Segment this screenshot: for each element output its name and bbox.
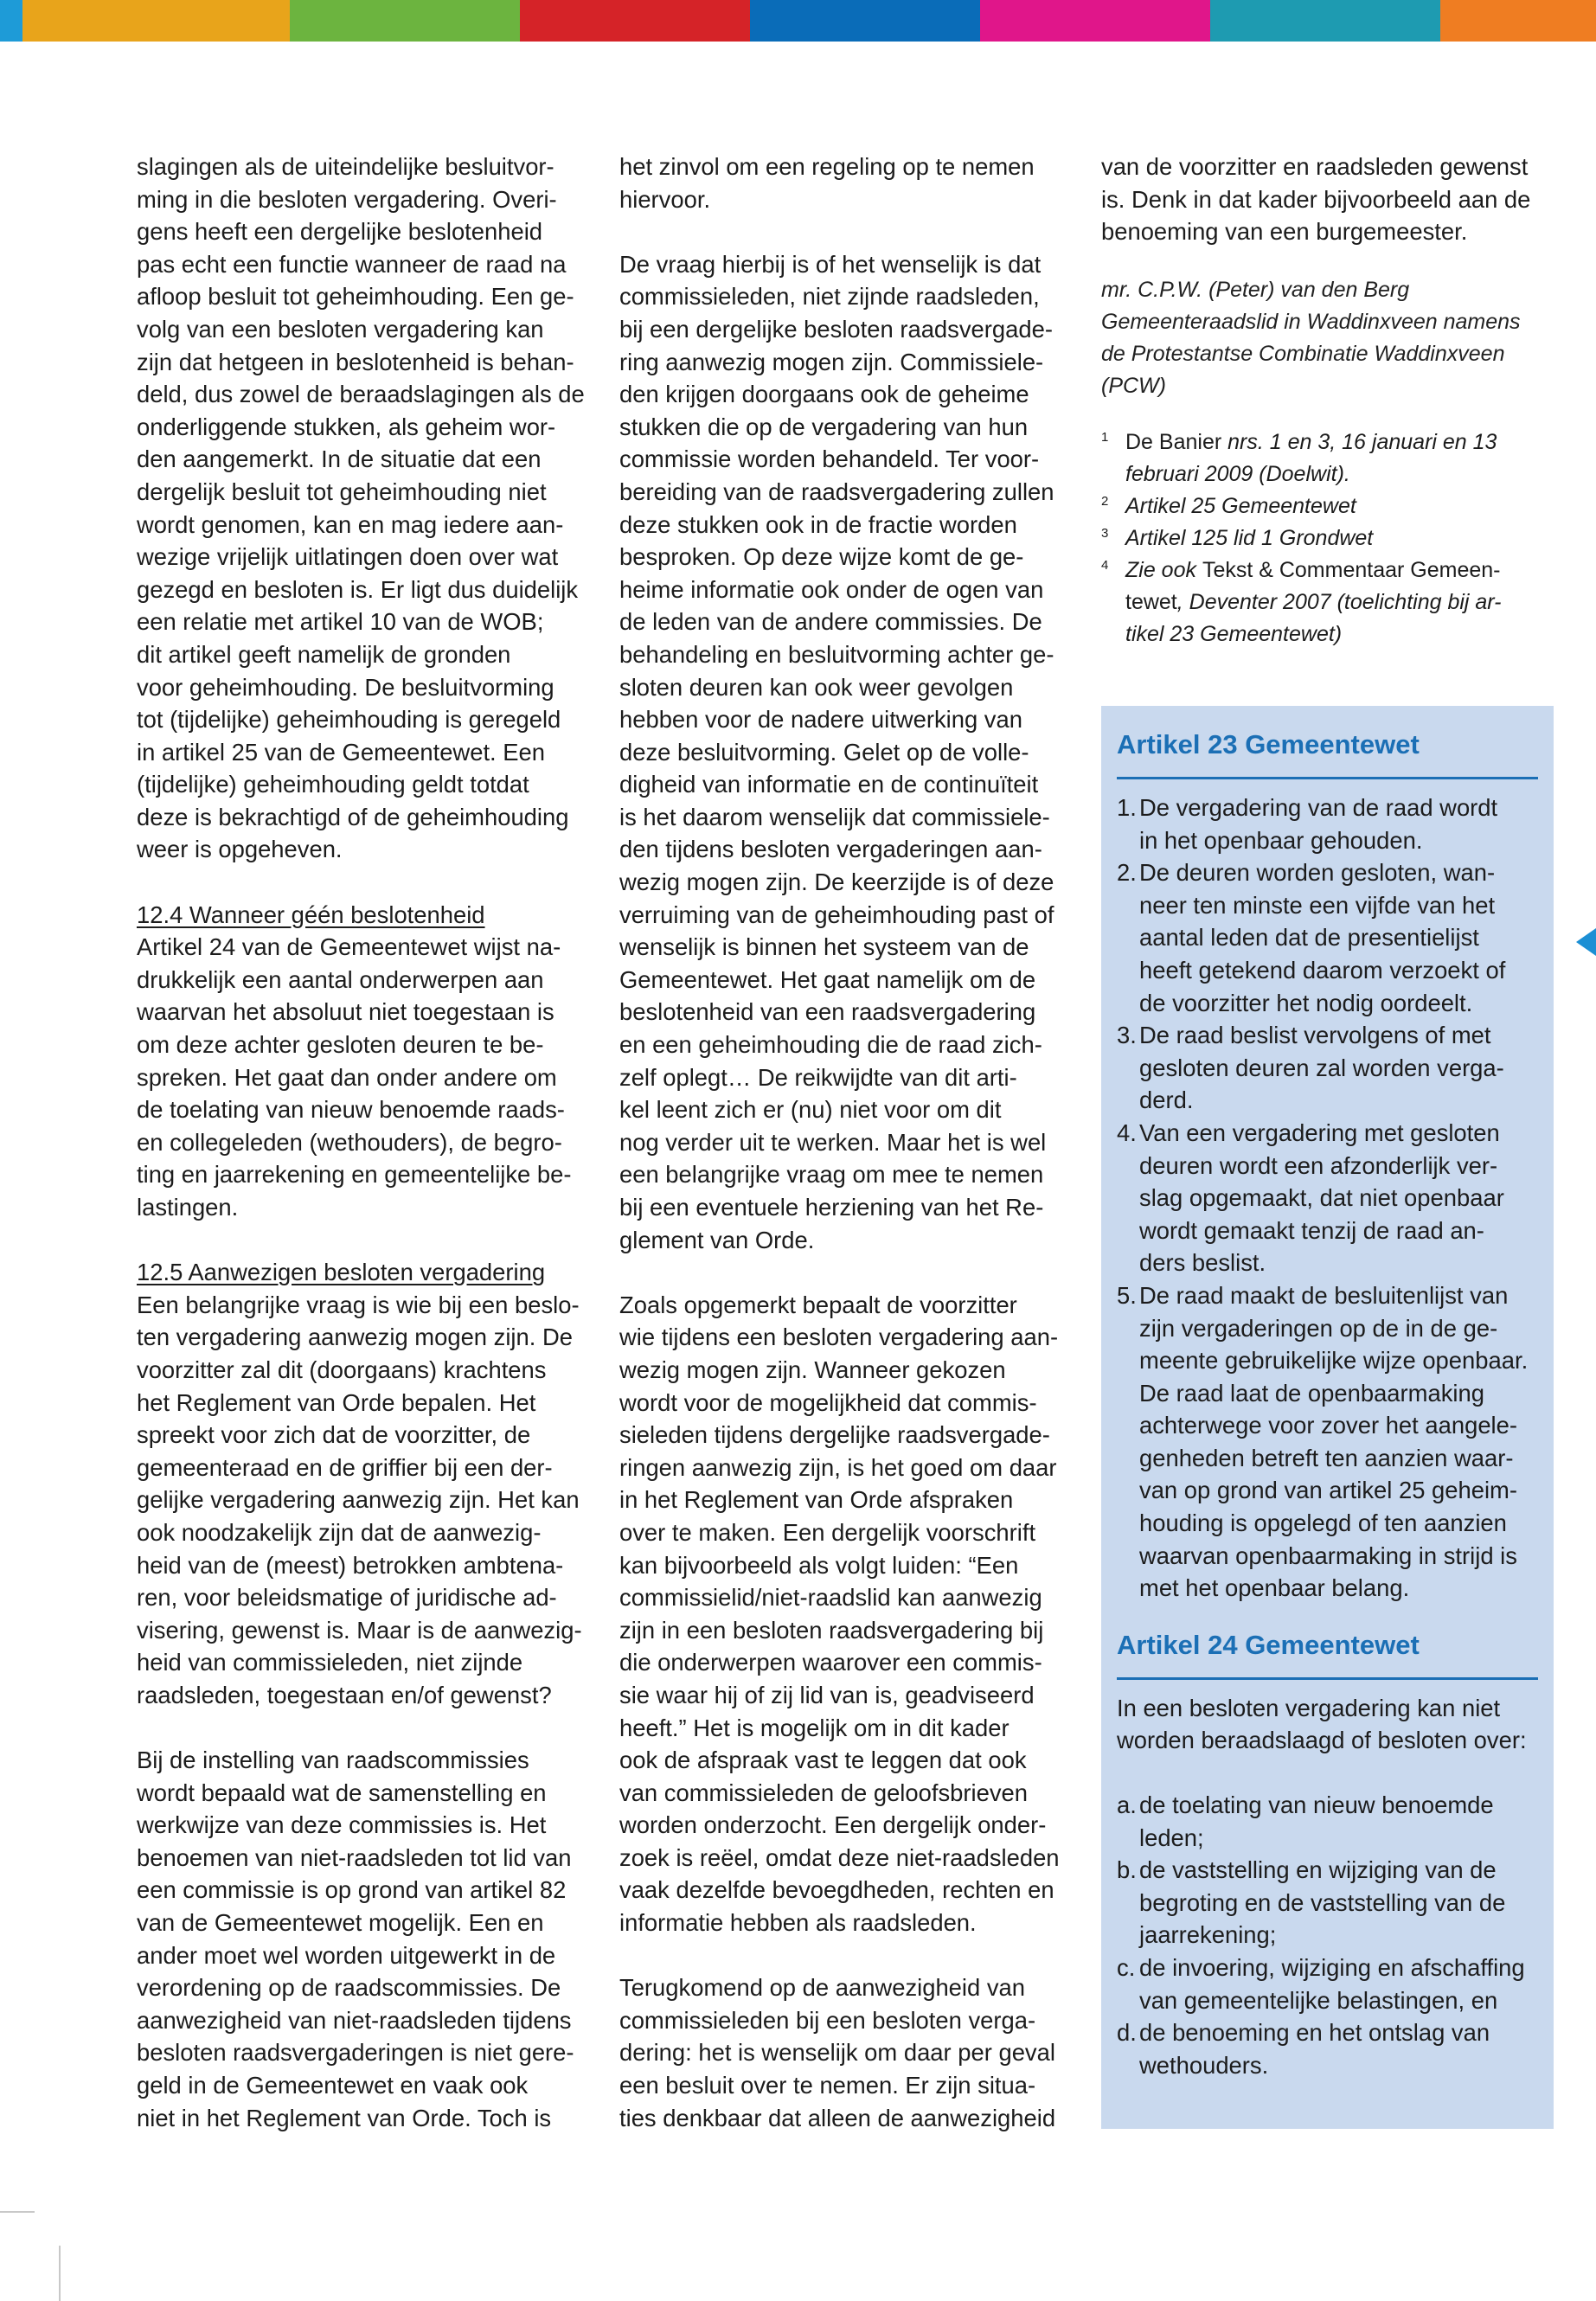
list-item-text: de toelating van nieuw benoemde leden;	[1139, 1791, 1494, 1851]
footnote	[1101, 522, 1568, 554]
list-item-text: de benoeming en het ontslag van wethouders.	[1139, 2019, 1490, 2079]
page-nav-triangle-icon[interactable]	[1576, 928, 1596, 956]
paragraph: Een belangrijke vraag is wie bij een beslo- ten vergadering aanwezig mogen zijn. De voorzitter zal dit (doorgaans) krachtens het Reglement van Orde bepalen. Het spreekt voor zich dat de voorzitter, de gemeenteraad en de griffier bij een der- gelijke vergadering aanwezig zijn. Het kan ook noodzakelijk zijn dat de aanwezig- heid van de (meest) betrokken ambtena- ren, voor beleidsmatige of juridische ad- visering, gewenst is. Maar is de aanwezig- heid van commissieleden, niet zijnde raadsleden, toegestaan en/of gewenst?	[137, 1291, 582, 1708]
paragraph: Terugkomend op de aanwezigheid van commissieleden bij een besloten verga- dering: het is wenselijk om daar per geval een besluit over te nemen. Er zijn situa- ties denkbaar dat alleen de aanwezigheid	[619, 1974, 1056, 2131]
list-item	[1117, 1019, 1538, 1117]
list-number: 5.	[1117, 1281, 1137, 1309]
list-item-text: De raad beslist vervolgens of met gesloten deuren zal worden verga- derd.	[1139, 1022, 1504, 1114]
list-item	[1117, 856, 1538, 1019]
section-heading-12-4: 12.4 Wanneer géén beslotenheid	[137, 901, 485, 928]
footnote-number: 2	[1101, 493, 1109, 509]
list-item-text: de invoering, wijziging en afschaffing van gemeentelijke belastingen, en	[1139, 1954, 1525, 2014]
color-stripe	[290, 0, 520, 42]
list-item	[1117, 1854, 1538, 1952]
color-stripe	[1210, 0, 1440, 42]
paragraph: slagingen als de uiteindelijke besluitvor- ming in die besloten vergadering. Overi- gens heeft een dergelijke beslotenheid pas echt een functie wanneer de raad na afloop besluit tot geheimhouding. Een ge- volg van een besloten vergadering kan zijn dat hetgeen in beslotenheid is behan- deld, dus zowel de beraadslagingen als de onderliggende stukken, als geheim wor- den aangemerkt. In de situatie dat een dergelijk besluit tot geheimhouding niet wordt genomen, kan en mag iedere aan- wezige vrijelijk uitlatingen doen over wat gezegd en besloten is. Er ligt dus duidelijk een relatie met artikel 10 van de WOB; dit artikel geeft namelijk de gronden voor geheimhouding. De besluitvorming tot (tijdelijke) geheimhouding is geregeld in artikel 25 van de Gemeentewet. Een (tijdelijke) geheimhouding geldt totdat deze is bekrachtigd of de geheimhouding weer is opgeheven.	[137, 153, 585, 863]
list-item	[1117, 792, 1538, 856]
list-item	[1117, 1952, 1538, 2016]
footnote-number: 4	[1101, 557, 1109, 573]
footnote	[1101, 490, 1568, 522]
list-number: 2.	[1117, 859, 1137, 887]
crop-mark	[59, 2246, 61, 2301]
paragraph: van de voorzitter en raadsleden gewenst is. Denk in dat kader bijvoorbeeld aan de benoeming van een burgemeester.	[1101, 153, 1531, 246]
footnote-text: De Banier	[1125, 429, 1228, 454]
footnote-number: 3	[1101, 525, 1109, 541]
box-heading-artikel-24: Artikel 24 Gemeentewet	[1117, 1629, 1538, 1680]
list-item	[1117, 1789, 1538, 1854]
artikel-23-list	[1117, 792, 1538, 1605]
crop-mark	[0, 2211, 35, 2213]
paragraph: Zoals opgemerkt bepaalt de voorzitter wie tijdens een besloten vergadering aan- wezig mogen zijn. Wanneer gekozen wordt voor de mogelijkheid dat commis- sieleden tijdens dergelijke raadsvergade- ringen aanwezig zijn, is het goed om daar in het Reglement van Orde afspraken over te maken. Een dergelijk voorschrift kan bijvoorbeeld als volgt luiden: “Een commissielid/niet-raadslid kan aanwezig zijn in een besloten raadsvergadering bij die onderwerpen waarover een commis- sie waar hij of zij lid van is, geadviseerd heeft.” Het is mogelijk om in dit kader ook de afspraak vast te leggen dat ook van commissieleden de geloofsbrieven worden onderzocht. Een dergelijk onder- zoek is reëel, omdat deze niet-raadsleden vaak dezelfde bevoegdheden, rechten en informatie hebben als raadsleden.	[619, 1291, 1060, 1937]
color-stripe	[22, 0, 290, 42]
list-number: a.	[1117, 1791, 1137, 1819]
list-number: 3.	[1117, 1022, 1137, 1049]
list-number: 1.	[1117, 794, 1137, 821]
column-1	[137, 151, 604, 2134]
list-number: c.	[1117, 1954, 1136, 1981]
paragraph: Bij de instelling van raadscommissies wordt bepaald wat de samenstelling en werkwijze van deze commissies is. Het benoemen van niet-raadsleden tot lid van een commissie is op grond van artikel 82 van de Gemeentewet mogelijk. Een en ander moet wel worden uitgewerkt in de verordening op de raadscommissies. De aanwezigheid van niet-raadsleden tijdens besloten raadsvergaderingen is niet gere- geld in de Gemeentewet en vaak ook niet in het Reglement van Orde. Toch is	[137, 1747, 574, 2131]
footnote-text: Zie ook	[1125, 557, 1202, 582]
list-item-text: Van een vergadering met gesloten deuren wordt een afzonderlijk ver- slag opgemaakt, dat niet openbaar wordt gemaakt tenzij de raad an- ders beslist.	[1139, 1118, 1504, 1277]
list-item	[1117, 1279, 1538, 1605]
footnote-text: nrs. 1 en 3, 16 januari en 13 februari 2009 (Doelwit).	[1125, 429, 1497, 486]
paragraph: Artikel 24 van de Gemeentewet wijst na- drukkelijk een aantal onderwerpen aan waarvan het absoluut niet toegestaan is om deze achter gesloten deuren te be- spreken. Het gaat dan onder andere om de toelating van nieuw benoemde raads- en collegeleden (wethouders), de begro- ting en jaarrekening en gemeentelijke be- lastingen.	[137, 933, 572, 1221]
section-heading-12-5: 12.5 Aanwezigen besloten vergadering	[137, 1259, 546, 1286]
list-item-text: De raad maakt de besluitenlijst van zijn vergaderingen op de in de ge- meente gebruikelijke wijze openbaar. De raad laat de openbaarmaking achterwege voor zover het aangele- genheden betreft ten aanzien waar- van op grond van artikel 25 geheim- houding is opgelegd of ten aanzien waarvan openbaarmaking in strijd is met het openbaar belang.	[1139, 1281, 1529, 1602]
author-signature: mr. C.P.W. (Peter) van den Berg Gemeenteraadslid in Waddinxveen namens de Protestantse Combinatie Waddinxveen (PCW)	[1101, 277, 1521, 398]
column-3	[1101, 151, 1568, 651]
footnote	[1101, 554, 1568, 651]
footnote	[1101, 426, 1568, 490]
paragraph: het zinvol om een regeling op te nemen hiervoor.	[619, 153, 1035, 213]
footnotes	[1101, 426, 1568, 651]
artikel-24-list	[1117, 1789, 1538, 2081]
list-item	[1117, 1117, 1538, 1279]
color-stripe	[0, 0, 22, 42]
list-item	[1117, 2016, 1538, 2081]
footnote-text: Artikel 25 Gemeentewet	[1125, 493, 1356, 518]
color-stripe	[1440, 0, 1596, 42]
color-stripe	[520, 0, 750, 42]
list-number: d.	[1117, 2019, 1137, 2047]
footnote-number: 1	[1101, 429, 1109, 445]
color-stripe	[750, 0, 980, 42]
artikel-24-intro: In een besloten vergadering kan niet worden beraadslaagd of besloten over:	[1117, 1694, 1527, 1754]
list-item-text: de vaststelling en wijziging van de begroting en de vaststelling van de jaarrekening;	[1139, 1856, 1506, 1949]
law-articles-box	[1101, 706, 1554, 2129]
color-stripe	[980, 0, 1210, 42]
box-heading-artikel-23: Artikel 23 Gemeentewet	[1117, 728, 1538, 779]
footnote-text: , Deventer 2007 (toelichting bij ar- tikel 23 Gemeentewet)	[1125, 589, 1502, 646]
footnote-text: Artikel 125 lid 1 Grondwet	[1125, 525, 1374, 550]
paragraph: De vraag hierbij is of het wenselijk is dat commissieleden, niet zijnde raadsleden, bij een dergelijke besloten raadsvergade- ring aanwezig mogen zijn. Commissiele- den krijgen doorgaans ook de geheime stukken die op de vergadering van hun commissie worden behandeld. Ter voor- bereiding van de raadsvergadering zullen deze stukken ook in de fractie worden besproken. Op deze wijze komt de ge- heime informatie ook onder de ogen van de leden van de andere commissies. De behandeling en besluitvorming achter ge- sloten deuren kan ook weer gevolgen hebben voor de nadere uitwerking van deze besluitvorming. Gelet op de volle- digheid van informatie en de continuïteit is het daarom wenselijk dat commissiele- den tijdens besloten vergaderingen aan- wezig mogen zijn. De keerzijde is of deze verruiming van de geheimhouding past of wenselijk is binnen het systeem van de Gemeentewet. Het gaat namelijk om de beslotenheid van een raadsvergadering en een geheimhouding die de raad zich- zelf oplegt… De reikwijdte van dit arti- kel leent zich er (nu) niet voor om dit nog verder uit te werken. Maar het is wel een belangrijke vraag om mee te nemen bij een eventuele herziening van het Re- glement van Orde.	[619, 250, 1054, 1253]
list-item-text: De deuren worden gesloten, wan- neer ten minste een vijfde van het aantal leden dat de presentielijst heeft getekend daarom verzoekt of de voorzitter het nodig oordeelt.	[1139, 859, 1506, 1016]
list-number: 4.	[1117, 1118, 1137, 1146]
footnote-text: Tekst & Commentaar Gemeen- tewet	[1125, 557, 1501, 614]
list-number: b.	[1117, 1856, 1137, 1884]
column-2	[619, 151, 1086, 2134]
list-item-text: De vergadering van de raad wordt in het openbaar gehouden.	[1139, 794, 1498, 854]
